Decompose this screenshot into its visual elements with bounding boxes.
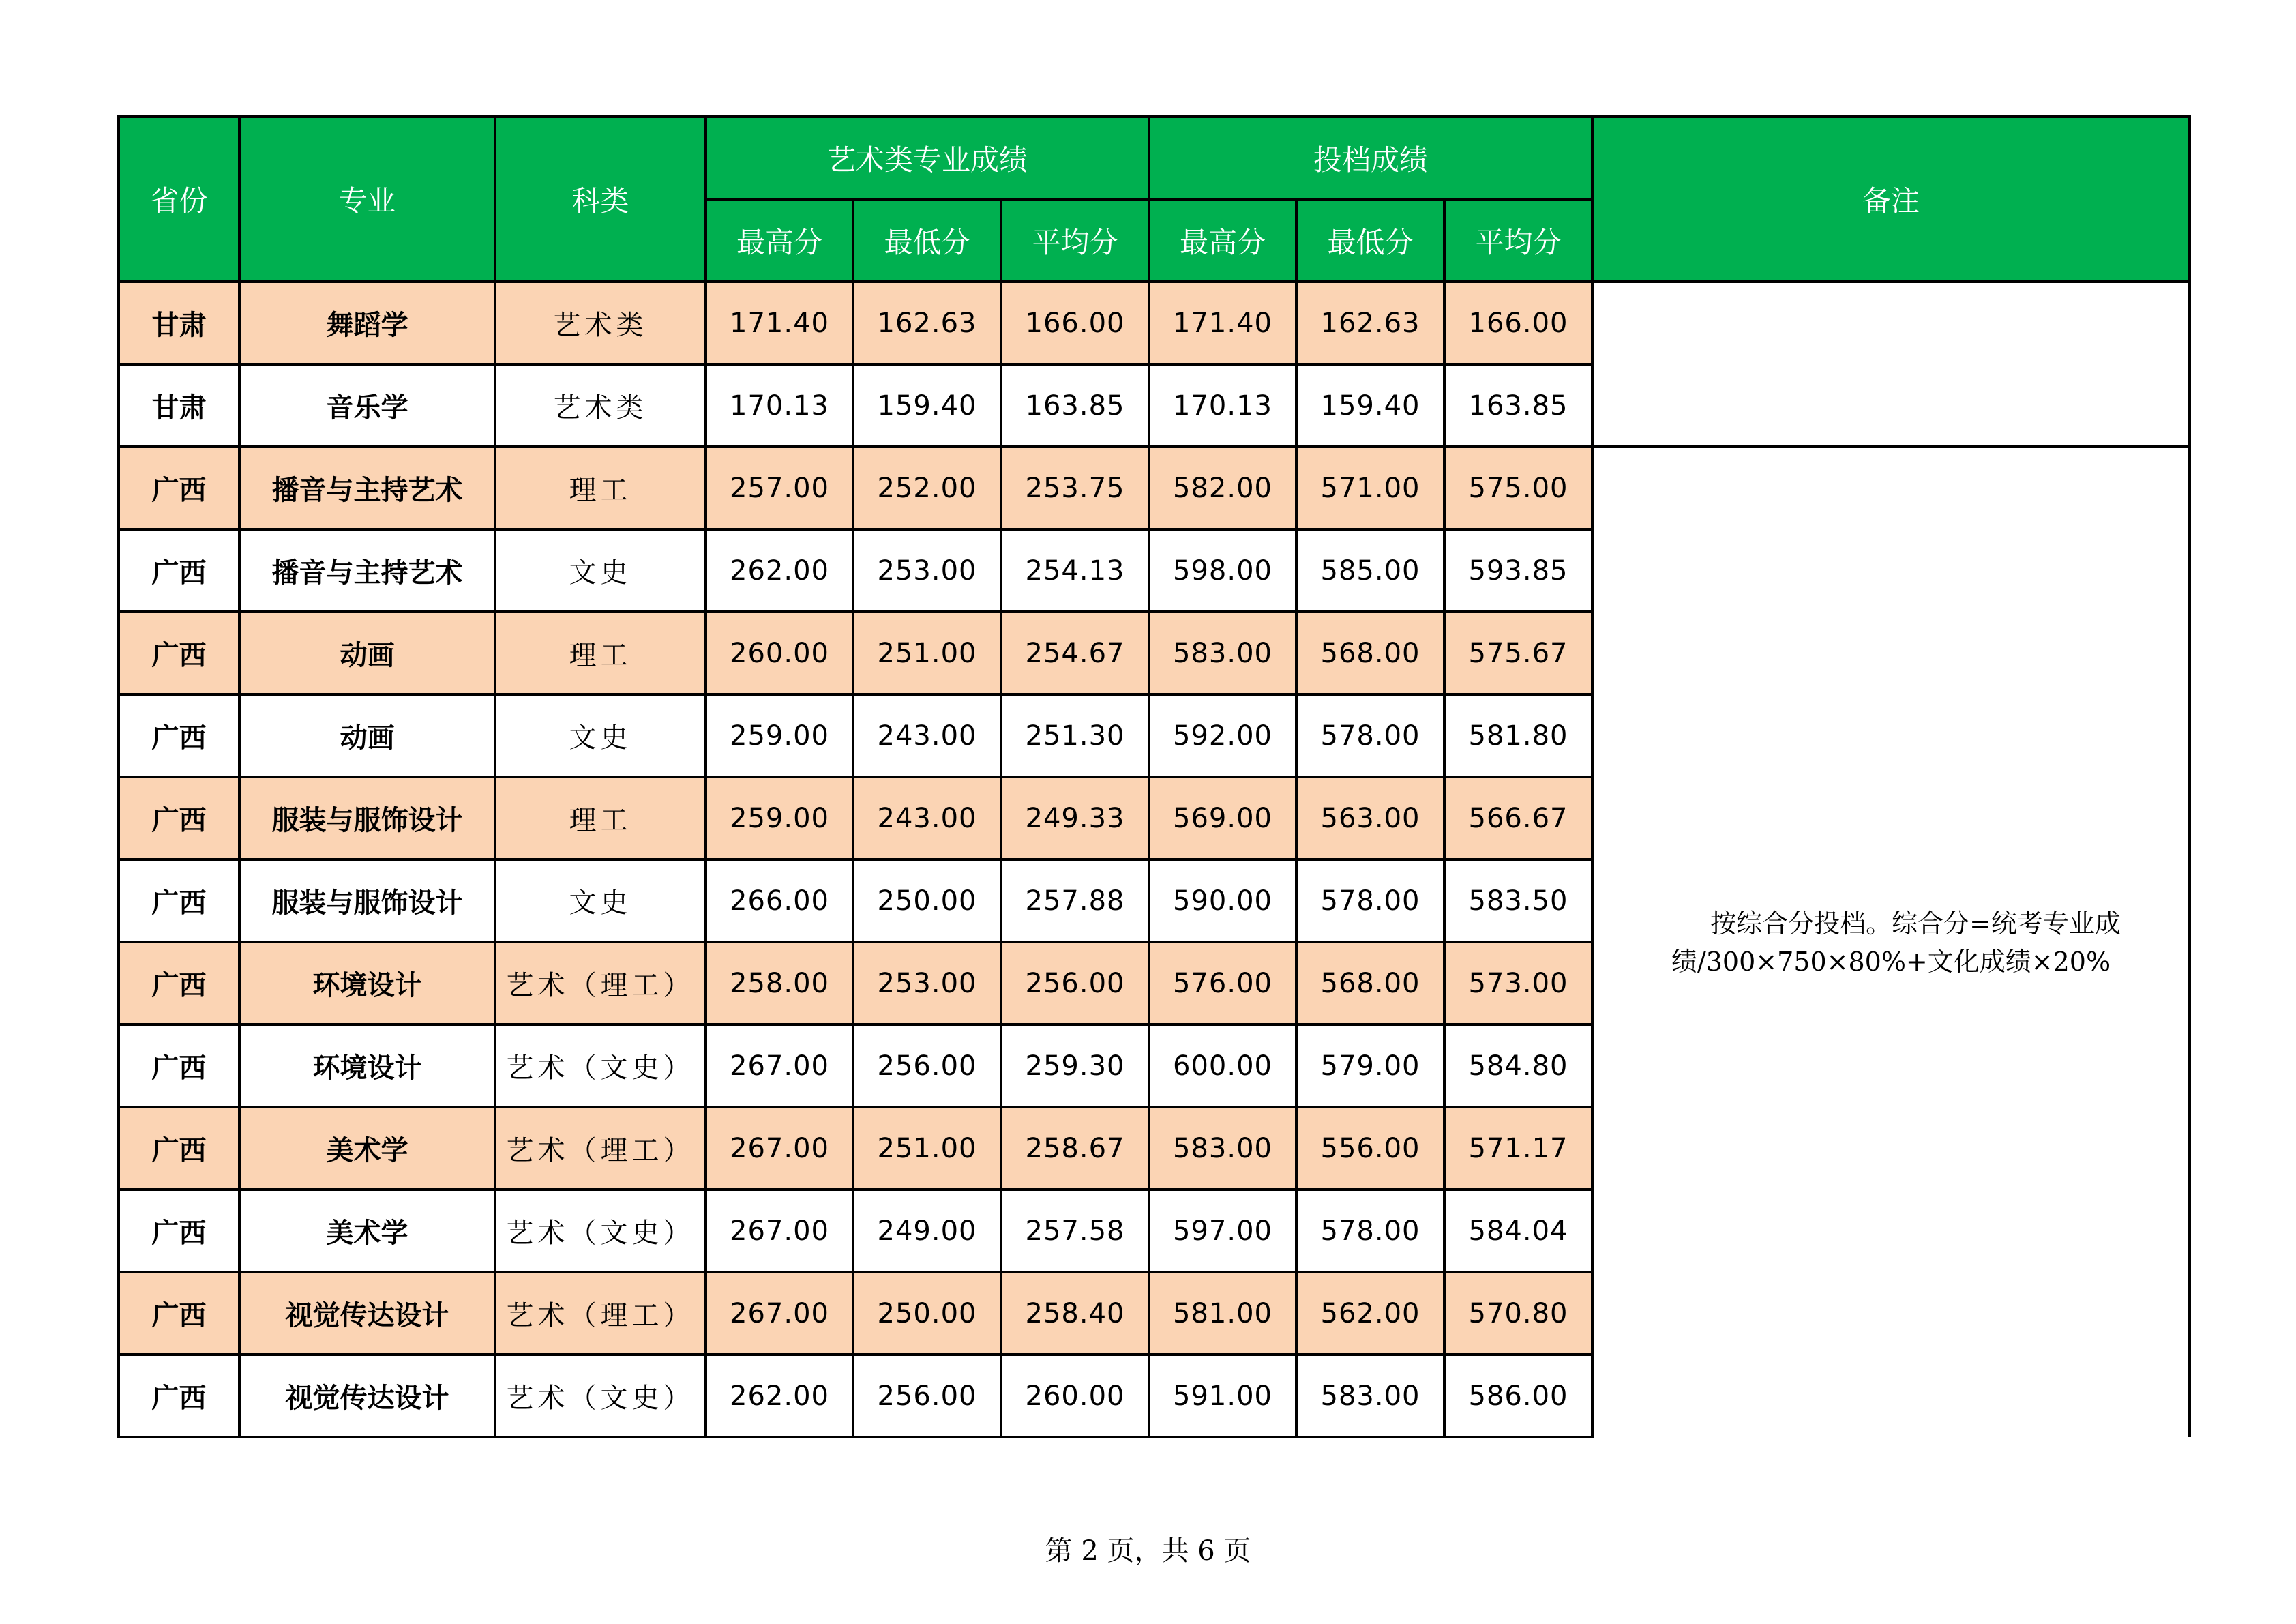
cell-province: 广西 <box>119 1190 239 1272</box>
cell-category: 文史 <box>495 694 706 777</box>
cell-admission-min: 159.40 <box>1296 364 1444 447</box>
header-art-score-group: 艺术类专业成绩 <box>706 117 1149 199</box>
header-admission-avg: 平均分 <box>1444 199 1592 282</box>
cell-major: 视觉传达设计 <box>239 1272 495 1355</box>
cell-admission-avg: 575.67 <box>1444 612 1592 694</box>
cell-admission-min: 556.00 <box>1296 1107 1444 1190</box>
cell-art-avg: 166.00 <box>1001 282 1149 364</box>
cell-admission-min: 162.63 <box>1296 282 1444 364</box>
cell-admission-min: 568.00 <box>1296 612 1444 694</box>
cell-admission-max: 590.00 <box>1149 859 1296 942</box>
table-row <box>119 447 2190 529</box>
cell-major: 环境设计 <box>239 942 495 1024</box>
cell-province: 甘肃 <box>119 364 239 447</box>
cell-admission-max: 170.13 <box>1149 364 1296 447</box>
cell-admission-avg: 566.67 <box>1444 777 1592 859</box>
cell-major: 美术学 <box>239 1107 495 1190</box>
cell-art-max: 170.13 <box>706 364 853 447</box>
table-body <box>119 282 2190 1437</box>
cell-art-max: 258.00 <box>706 942 853 1024</box>
cell-admission-max: 591.00 <box>1149 1355 1296 1437</box>
cell-province: 广西 <box>119 859 239 942</box>
cell-art-avg: 253.75 <box>1001 447 1149 529</box>
cell-art-avg: 249.33 <box>1001 777 1149 859</box>
cell-admission-min: 579.00 <box>1296 1024 1444 1107</box>
cell-admission-max: 569.00 <box>1149 777 1296 859</box>
cell-admission-min: 562.00 <box>1296 1272 1444 1355</box>
cell-province: 广西 <box>119 1024 239 1107</box>
cell-art-min: 243.00 <box>853 777 1001 859</box>
admission-scores-table <box>117 115 2191 1438</box>
cell-admission-min: 583.00 <box>1296 1355 1444 1437</box>
cell-art-min: 256.00 <box>853 1024 1001 1107</box>
cell-art-min: 250.00 <box>853 859 1001 942</box>
cell-major: 服装与服饰设计 <box>239 859 495 942</box>
cell-admission-max: 583.00 <box>1149 1107 1296 1190</box>
cell-art-max: 262.00 <box>706 529 853 612</box>
note-text: 按综合分投档。综合分=统考专业成绩/300×750×80%+文化成绩×20% <box>1671 909 2121 977</box>
cell-art-max: 260.00 <box>706 612 853 694</box>
header-art-max: 最高分 <box>706 199 853 282</box>
cell-admission-min: 568.00 <box>1296 942 1444 1024</box>
cell-art-avg: 258.40 <box>1001 1272 1149 1355</box>
table-row <box>119 282 2190 364</box>
cell-category: 理工 <box>495 612 706 694</box>
cell-art-min: 251.00 <box>853 612 1001 694</box>
cell-major: 服装与服饰设计 <box>239 777 495 859</box>
cell-art-avg: 163.85 <box>1001 364 1149 447</box>
cell-admission-min: 585.00 <box>1296 529 1444 612</box>
cell-major: 美术学 <box>239 1190 495 1272</box>
cell-art-min: 253.00 <box>853 529 1001 612</box>
header-art-min: 最低分 <box>853 199 1001 282</box>
cell-art-min: 251.00 <box>853 1107 1001 1190</box>
cell-major: 动画 <box>239 612 495 694</box>
cell-art-max: 267.00 <box>706 1272 853 1355</box>
cell-admission-max: 598.00 <box>1149 529 1296 612</box>
cell-admission-avg: 586.00 <box>1444 1355 1592 1437</box>
cell-category: 艺术（文史） <box>495 1024 706 1107</box>
cell-admission-avg: 584.04 <box>1444 1190 1592 1272</box>
cell-admission-avg: 583.50 <box>1444 859 1592 942</box>
cell-province: 广西 <box>119 694 239 777</box>
cell-major: 视觉传达设计 <box>239 1355 495 1437</box>
note-cell-guangxi <box>1592 447 2190 1437</box>
cell-major: 舞蹈学 <box>239 282 495 364</box>
cell-art-min: 162.63 <box>853 282 1001 364</box>
cell-art-min: 252.00 <box>853 447 1001 529</box>
cell-category: 理工 <box>495 447 706 529</box>
cell-major: 播音与主持艺术 <box>239 447 495 529</box>
cell-category: 艺术（理工） <box>495 942 706 1024</box>
cell-art-max: 259.00 <box>706 777 853 859</box>
cell-admission-avg: 584.80 <box>1444 1024 1592 1107</box>
cell-category: 艺术（文史） <box>495 1355 706 1437</box>
header-province: 省份 <box>119 117 239 282</box>
cell-major: 播音与主持艺术 <box>239 529 495 612</box>
cell-category: 理工 <box>495 777 706 859</box>
cell-category: 艺术（文史） <box>495 1190 706 1272</box>
cell-art-min: 250.00 <box>853 1272 1001 1355</box>
cell-province: 广西 <box>119 777 239 859</box>
cell-art-avg: 254.67 <box>1001 612 1149 694</box>
cell-province: 广西 <box>119 612 239 694</box>
cell-major: 动画 <box>239 694 495 777</box>
cell-art-min: 256.00 <box>853 1355 1001 1437</box>
cell-admission-avg: 166.00 <box>1444 282 1592 364</box>
cell-art-avg: 251.30 <box>1001 694 1149 777</box>
page-footer: 第 2 页，共 6 页 <box>1045 1535 1251 1567</box>
cell-art-min: 243.00 <box>853 694 1001 777</box>
cell-admission-avg: 570.80 <box>1444 1272 1592 1355</box>
cell-province: 广西 <box>119 1272 239 1355</box>
cell-province: 广西 <box>119 447 239 529</box>
cell-admission-avg: 593.85 <box>1444 529 1592 612</box>
cell-art-avg: 259.30 <box>1001 1024 1149 1107</box>
cell-art-avg: 257.58 <box>1001 1190 1149 1272</box>
cell-art-max: 257.00 <box>706 447 853 529</box>
cell-admission-min: 578.00 <box>1296 694 1444 777</box>
cell-major: 音乐学 <box>239 364 495 447</box>
header-row-1 <box>119 117 2190 199</box>
cell-admission-max: 581.00 <box>1149 1272 1296 1355</box>
cell-province: 甘肃 <box>119 282 239 364</box>
cell-admission-avg: 575.00 <box>1444 447 1592 529</box>
cell-art-avg: 256.00 <box>1001 942 1149 1024</box>
cell-admission-min: 571.00 <box>1296 447 1444 529</box>
cell-category: 艺术类 <box>495 282 706 364</box>
cell-province: 广西 <box>119 529 239 612</box>
cell-admission-max: 576.00 <box>1149 942 1296 1024</box>
cell-province: 广西 <box>119 1107 239 1190</box>
cell-category: 艺术（理工） <box>495 1272 706 1355</box>
cell-major: 环境设计 <box>239 1024 495 1107</box>
header-note: 备注 <box>1592 117 2190 282</box>
cell-admission-max: 592.00 <box>1149 694 1296 777</box>
cell-category: 艺术类 <box>495 364 706 447</box>
cell-art-max: 267.00 <box>706 1107 853 1190</box>
cell-art-min: 253.00 <box>853 942 1001 1024</box>
cell-admission-max: 171.40 <box>1149 282 1296 364</box>
cell-admission-avg: 573.00 <box>1444 942 1592 1024</box>
cell-art-max: 259.00 <box>706 694 853 777</box>
cell-art-avg: 258.67 <box>1001 1107 1149 1190</box>
header-admission-min: 最低分 <box>1296 199 1444 282</box>
header-admission-score-group: 投档成绩 <box>1149 117 1592 199</box>
cell-province: 广西 <box>119 1355 239 1437</box>
cell-admission-max: 583.00 <box>1149 612 1296 694</box>
cell-admission-avg: 163.85 <box>1444 364 1592 447</box>
cell-admission-avg: 581.80 <box>1444 694 1592 777</box>
cell-art-max: 267.00 <box>706 1024 853 1107</box>
cell-admission-avg: 571.17 <box>1444 1107 1592 1190</box>
cell-admission-min: 578.00 <box>1296 859 1444 942</box>
cell-art-min: 249.00 <box>853 1190 1001 1272</box>
header-admission-max: 最高分 <box>1149 199 1296 282</box>
cell-admission-min: 563.00 <box>1296 777 1444 859</box>
note-cell-gansu <box>1592 282 2190 447</box>
cell-category: 文史 <box>495 859 706 942</box>
cell-admission-max: 597.00 <box>1149 1190 1296 1272</box>
cell-art-min: 159.40 <box>853 364 1001 447</box>
cell-art-avg: 254.13 <box>1001 529 1149 612</box>
cell-art-max: 267.00 <box>706 1190 853 1272</box>
cell-admission-max: 582.00 <box>1149 447 1296 529</box>
cell-art-max: 262.00 <box>706 1355 853 1437</box>
header-major: 专业 <box>239 117 495 282</box>
cell-admission-min: 578.00 <box>1296 1190 1444 1272</box>
cell-category: 文史 <box>495 529 706 612</box>
cell-province: 广西 <box>119 942 239 1024</box>
cell-art-max: 266.00 <box>706 859 853 942</box>
cell-art-max: 171.40 <box>706 282 853 364</box>
cell-art-avg: 257.88 <box>1001 859 1149 942</box>
header-art-avg: 平均分 <box>1001 199 1149 282</box>
cell-category: 艺术（理工） <box>495 1107 706 1190</box>
header-category: 科类 <box>495 117 706 282</box>
cell-art-avg: 260.00 <box>1001 1355 1149 1437</box>
cell-admission-max: 600.00 <box>1149 1024 1296 1107</box>
